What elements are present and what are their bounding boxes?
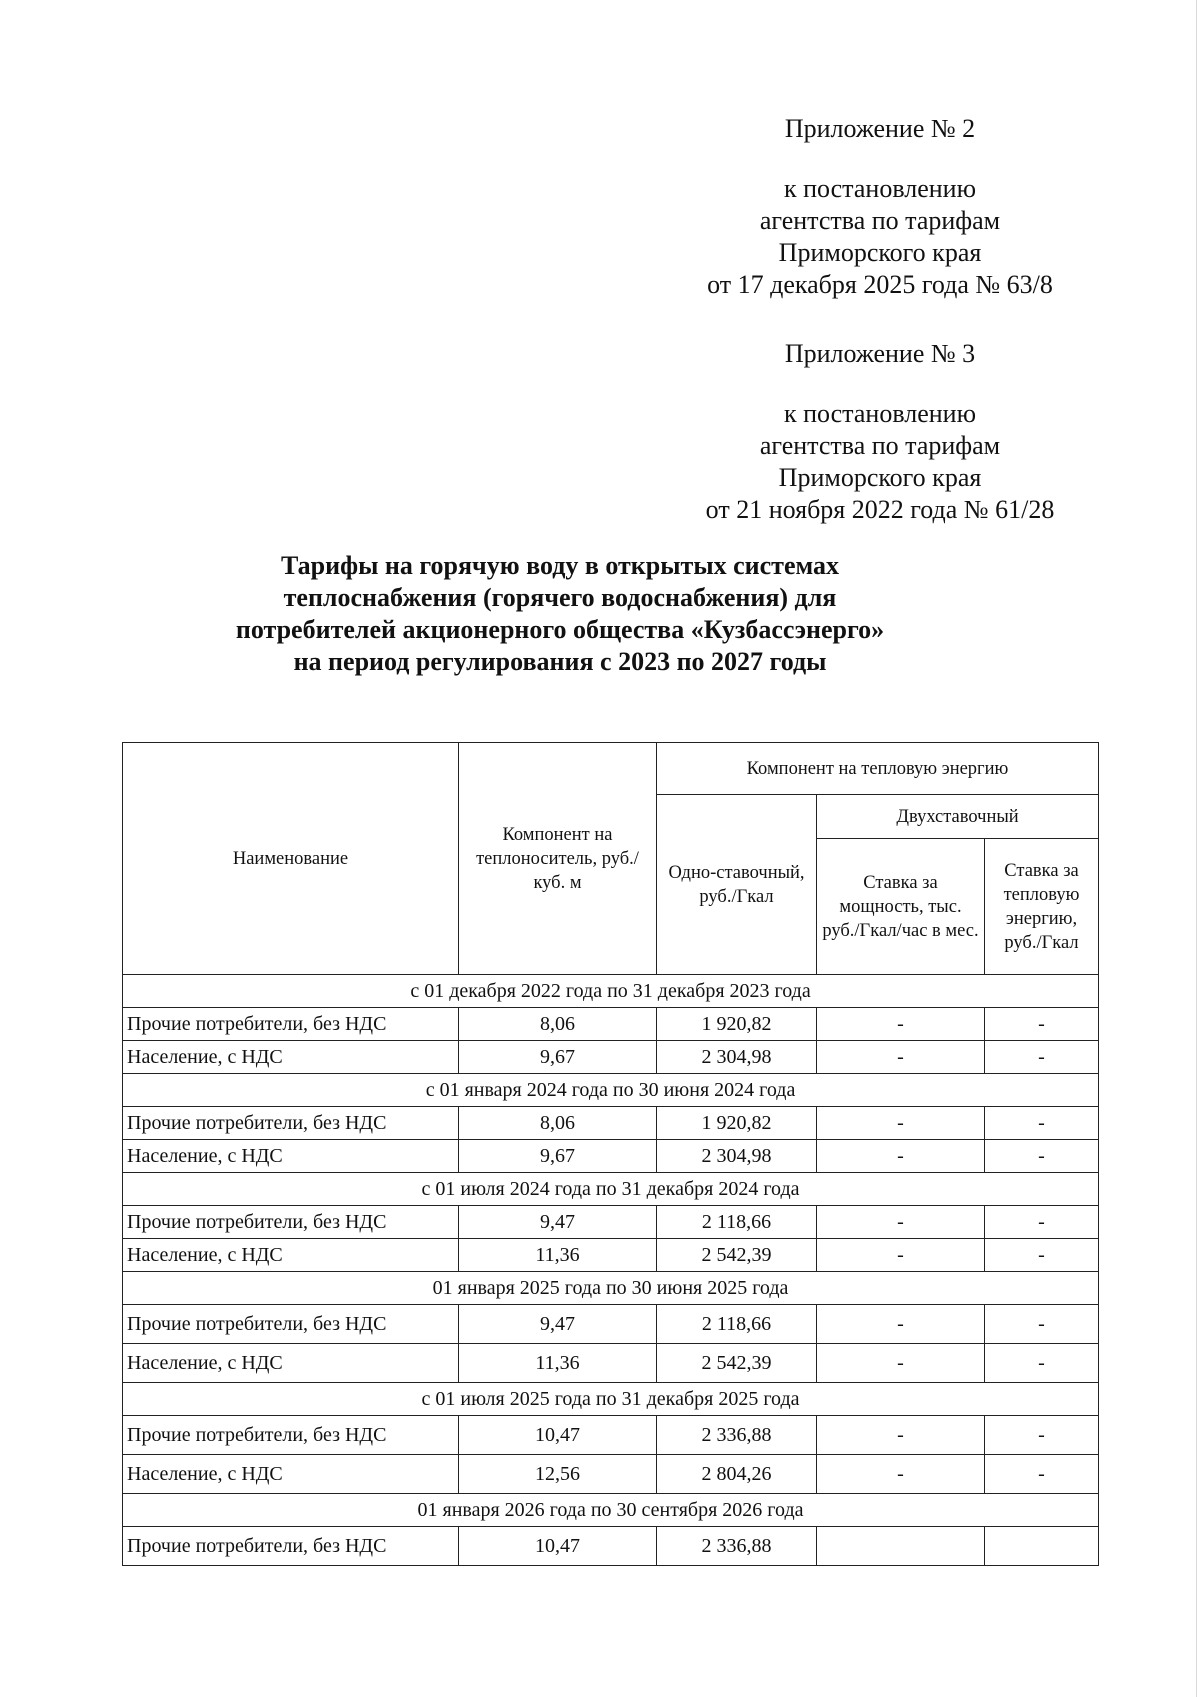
- single-rate-cell: 2 804,26: [657, 1455, 817, 1494]
- table-row: [123, 1140, 1099, 1173]
- title-line: потребителей акционерного общества «Кузбассэнерго»: [235, 615, 885, 644]
- capacity-rate-cell: -: [817, 1416, 985, 1455]
- period-row: с 01 июля 2025 года по 31 декабря 2025 года: [123, 1383, 1099, 1416]
- consumer-name-cell: Прочие потребители, без НДС: [123, 1008, 459, 1041]
- capacity-rate-cell: -: [817, 1041, 985, 1074]
- header-capacity-rate: Ставка за мощность, тыс. руб./Гкал/час в мес.: [817, 839, 985, 975]
- single-rate-cell: 2 304,98: [657, 1041, 817, 1074]
- single-rate-cell: 1 920,82: [657, 1107, 817, 1140]
- capacity-rate-cell: -: [817, 1008, 985, 1041]
- carrier-value-cell: 9,67: [459, 1041, 657, 1074]
- carrier-value-cell: 10,47: [459, 1527, 657, 1566]
- capacity-rate-cell: -: [817, 1107, 985, 1140]
- energy-rate-cell: -: [985, 1416, 1099, 1455]
- scan-edge-line: [1196, 0, 1197, 1697]
- consumer-name-cell: Прочие потребители, без НДС: [123, 1305, 459, 1344]
- consumer-name-cell: Население, с НДС: [123, 1140, 459, 1173]
- table-row: [123, 1206, 1099, 1239]
- header-two-part-rate: Двухставочный: [817, 795, 1099, 839]
- energy-rate-cell: -: [985, 1008, 1099, 1041]
- consumer-name-cell: Прочие потребители, без НДС: [123, 1107, 459, 1140]
- consumer-name-cell: Прочие потребители, без НДС: [123, 1416, 459, 1455]
- appendix-2-line: агентства по тарифам: [759, 206, 1001, 235]
- energy-rate-cell: -: [985, 1206, 1099, 1239]
- tariff-table-header: [123, 743, 1099, 975]
- document-title: [200, 550, 920, 678]
- period-row: с 01 декабря 2022 года по 31 декабря 2023 года: [123, 975, 1099, 1008]
- header-carrier-component: Компонент на теплоноситель, руб./куб. м: [459, 743, 657, 975]
- table-row: [123, 1344, 1099, 1383]
- capacity-rate-cell: -: [817, 1455, 985, 1494]
- table-row: [123, 1041, 1099, 1074]
- carrier-value-cell: 10,47: [459, 1416, 657, 1455]
- carrier-value-cell: 9,67: [459, 1140, 657, 1173]
- single-rate-cell: 2 336,88: [657, 1527, 817, 1566]
- carrier-value-cell: 8,06: [459, 1107, 657, 1140]
- table-row: [123, 1527, 1099, 1566]
- single-rate-cell: 1 920,82: [657, 1008, 817, 1041]
- tariff-table: [122, 742, 1099, 1566]
- capacity-rate-cell: -: [817, 1206, 985, 1239]
- title-line: теплоснабжения (горячего водоснабжения) для: [283, 583, 837, 612]
- consumer-name-cell: Население, с НДС: [123, 1041, 459, 1074]
- carrier-value-cell: 9,47: [459, 1206, 657, 1239]
- consumer-name-cell: Население, с НДС: [123, 1455, 459, 1494]
- single-rate-cell: 2 542,39: [657, 1239, 817, 1272]
- table-row: [123, 1008, 1099, 1041]
- consumer-name-cell: Население, с НДС: [123, 1239, 459, 1272]
- appendix-3-block: [600, 338, 1160, 526]
- appendix-2-heading: Приложение № 2: [784, 114, 976, 143]
- consumer-name-cell: Население, с НДС: [123, 1344, 459, 1383]
- carrier-value-cell: 12,56: [459, 1455, 657, 1494]
- energy-rate-cell: -: [985, 1239, 1099, 1272]
- energy-rate-cell: -: [985, 1344, 1099, 1383]
- carrier-value-cell: 9,47: [459, 1305, 657, 1344]
- single-rate-cell: 2 118,66: [657, 1206, 817, 1239]
- energy-rate-cell: -: [985, 1455, 1099, 1494]
- header-energy-rate: Ставка за тепловую энергию, руб./Гкал: [985, 839, 1099, 975]
- appendix-2-line: от 17 декабря 2025 года № 63/8: [707, 270, 1053, 299]
- table-row: [123, 1305, 1099, 1344]
- capacity-rate-cell: -: [817, 1140, 985, 1173]
- appendix-3-line: от 21 ноября 2022 года № 61/28: [705, 495, 1055, 524]
- title-line: Тарифы на горячую воду в открытых системах: [280, 551, 840, 580]
- period-row: 01 января 2025 года по 30 июня 2025 года: [123, 1272, 1099, 1305]
- capacity-rate-cell: -: [817, 1344, 985, 1383]
- header-single-rate: Одно-ставочный, руб./Гкал: [657, 795, 817, 975]
- appendix-3-line: к постановлению: [783, 399, 977, 428]
- energy-rate-cell: -: [985, 1107, 1099, 1140]
- carrier-value-cell: 8,06: [459, 1008, 657, 1041]
- table-row: [123, 1239, 1099, 1272]
- energy-rate-cell: -: [985, 1305, 1099, 1344]
- consumer-name-cell: Прочие потребители, без НДС: [123, 1527, 459, 1566]
- energy-rate-cell: -: [985, 1140, 1099, 1173]
- appendix-3-line: агентства по тарифам: [759, 431, 1001, 460]
- single-rate-cell: 2 336,88: [657, 1416, 817, 1455]
- header-name: Наименование: [123, 743, 459, 975]
- title-line: на период регулирования с 2023 по 2027 годы: [293, 647, 827, 676]
- capacity-rate-cell: -: [817, 1305, 985, 1344]
- table-row: [123, 1416, 1099, 1455]
- period-row: 01 января 2026 года по 30 сентября 2026 года: [123, 1494, 1099, 1527]
- appendix-2-line: Приморского края: [778, 238, 982, 267]
- header-thermal-component: Компонент на тепловую энергию: [657, 743, 1099, 795]
- carrier-value-cell: 11,36: [459, 1344, 657, 1383]
- period-row: с 01 января 2024 года по 30 июня 2024 года: [123, 1074, 1099, 1107]
- single-rate-cell: 2 542,39: [657, 1344, 817, 1383]
- consumer-name-cell: Прочие потребители, без НДС: [123, 1206, 459, 1239]
- period-row: с 01 июля 2024 года по 31 декабря 2024 года: [123, 1173, 1099, 1206]
- capacity-rate-cell: [817, 1527, 985, 1566]
- tariff-table-body: [123, 975, 1099, 1566]
- table-row: [123, 1455, 1099, 1494]
- appendix-3-heading: Приложение № 3: [784, 339, 976, 368]
- table-row: [123, 1107, 1099, 1140]
- appendix-3-line: Приморского края: [778, 463, 982, 492]
- single-rate-cell: 2 304,98: [657, 1140, 817, 1173]
- energy-rate-cell: -: [985, 1041, 1099, 1074]
- carrier-value-cell: 11,36: [459, 1239, 657, 1272]
- appendix-2-line: к постановлению: [783, 174, 977, 203]
- energy-rate-cell: [985, 1527, 1099, 1566]
- single-rate-cell: 2 118,66: [657, 1305, 817, 1344]
- capacity-rate-cell: -: [817, 1239, 985, 1272]
- appendix-2-block: [600, 113, 1160, 301]
